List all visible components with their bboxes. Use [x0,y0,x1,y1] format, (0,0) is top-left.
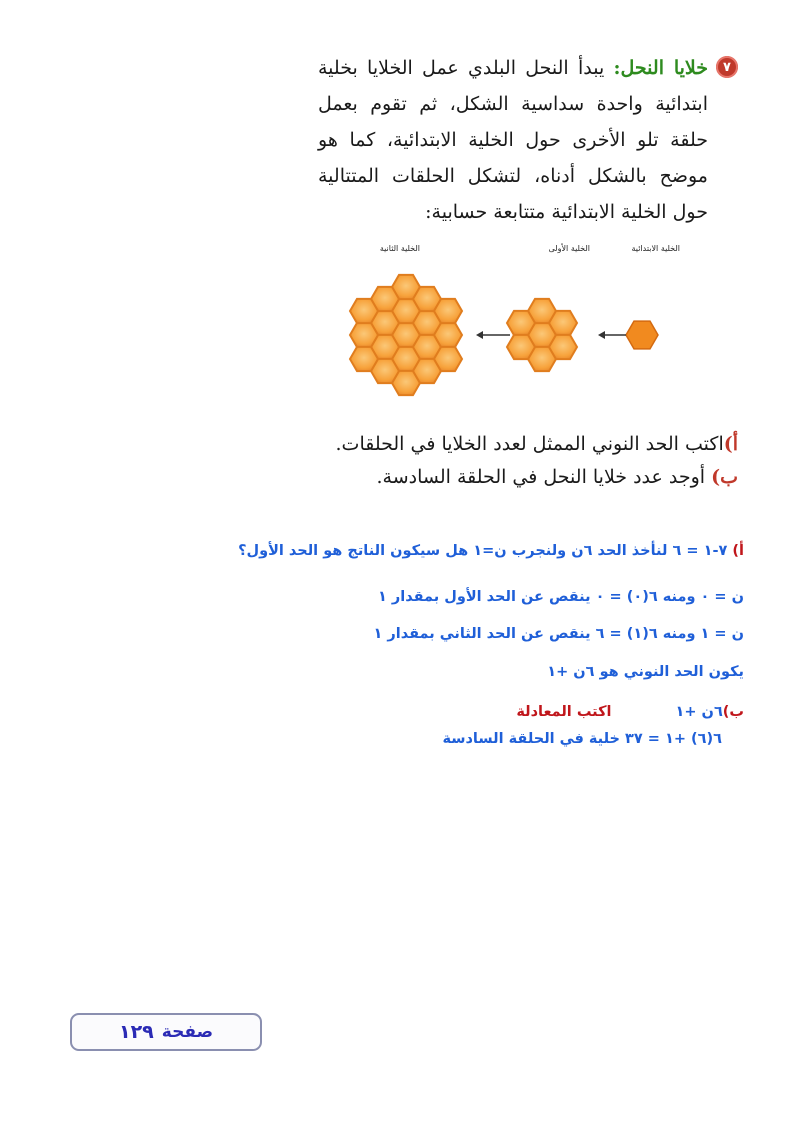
honeycomb-figure [340,244,680,404]
first-ring-cells [507,299,577,371]
part-b-text: أوجد عدد خلايا النحل في الحلقة السادسة. [376,466,712,488]
page-number: ١٢٩ [118,1021,154,1043]
label-first-ring: الخلية الأولى [548,244,590,253]
question-parts [318,428,738,494]
question-text [318,50,708,230]
part-a-label: أ) [723,433,738,455]
answer-b-line [104,704,744,720]
part-a-text: اكتب الحد النوني الممثل لعدد الخلايا في الحلقات. [335,433,724,455]
answer-b-note: اكتب المعادلة [516,704,612,720]
question-title: خلايا النحل: [613,57,708,79]
honeycomb-drawing [340,244,680,404]
answer-a-label: أ) [732,543,744,559]
answer-b-label: ب) [722,704,744,720]
arrow-left-icon [476,331,510,339]
answer-b-result: ٦(٦) +١ = ٣٧ خلية في الحلقة السادسة [442,731,722,747]
question-block [318,50,738,230]
part-b [318,461,738,494]
answer-line-2: ن = ٠ ومنه ٦(٠) = ٠ ينقص عن الحد الأول بمقدار ١ [378,589,744,605]
second-ring-cells [350,275,462,395]
initial-cell [626,321,658,349]
label-second-ring: الخلية الثانية [379,244,420,253]
answer-line-1 [104,543,744,559]
page-number-box [70,1013,262,1051]
answer-line-4: يكون الحد النوني هو ٦ن +١ [547,664,744,680]
answer-line-3: ن = ١ ومنه ٦(١) = ٦ ينقص عن الحد الثاني بمقدار ١ [373,626,744,642]
arrow-left-icon [598,331,626,339]
question-number-badge: ٧ [716,56,738,78]
answer-line-1-text: ٧-١ = ٦ لنأخذ الحد ٦ن ولنجرب ن=١ هل سيكون الناتج هو الحد الأول؟ [238,543,733,559]
part-a [318,428,738,461]
question-body: يبدأ النحل البلدي عمل الخلايا بخلية ابتدائية واحدة سداسية الشكل، ثم تقوم بعمل حلقة تلو الأخرى حول الخلية الابتدائية، كما هو موضح بالشكل أدناه، لتشكل الحلقات المتتالية حول الخلية الابتدائية متتابعة حسابية: [318,57,708,223]
part-b-label: ب) [711,466,738,488]
label-initial-cell: الخلية الابتدائية [631,244,680,253]
page-word: صفحة [161,1022,214,1042]
answer-b-formula: ٦ن +١ [675,704,723,720]
